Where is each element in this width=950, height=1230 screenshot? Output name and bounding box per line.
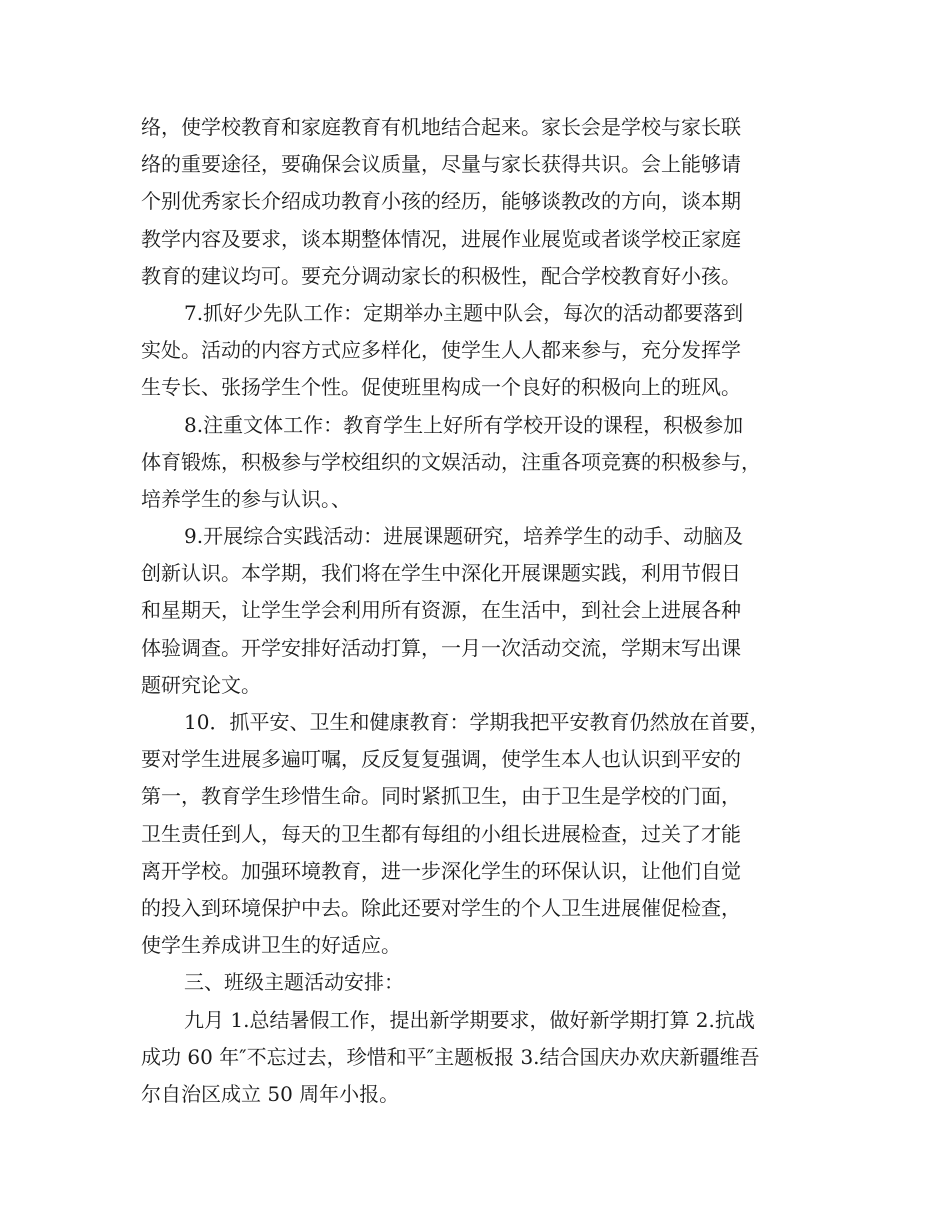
text-line: 题研究论文。 [141,672,261,697]
text-line: 要对学生进展多遍叮嘱，反反复复强调，使学生本人也认识到平安的 [141,747,741,772]
text-line: 实处。活动的内容方式应多样化，使学生人人都来参与，充分发挥学 [141,338,741,363]
text-line: 九月 1.总结暑假工作，提出新学期要求，做好新学期打算 2.抗战 [184,1007,755,1032]
text-line: 体验调查。开学安排好活动打算，一月一次活动交流，学期末写出课 [141,635,741,660]
text-line: 9.开展综合实践活动：进展课题研究，培养学生的动手、动脑及 [184,524,744,549]
text-line: 第一，教育学生珍惜生命。同时紧抓卫生，由于卫生是学校的门面， [141,784,741,809]
text-line: 个别优秀家长介绍成功教育小孩的经历，能够谈教改的方向，谈本期 [141,189,741,214]
text-line: 创新认识。本学期，我们将在学生中深化开展课题实践，利用节假日 [141,561,741,586]
text-line: 8.注重文体工作：教育学生上好所有学校开设的课程，积极参加 [184,412,744,437]
text-line: 和星期天，让学生学会利用所有资源，在生活中，到社会上进展各种 [141,598,741,623]
text-line: 培养学生的参与认识。、 [141,486,351,511]
text-line: 生专长、张扬学生个性。促使班里构成一个良好的积极向上的班风。 [141,375,741,400]
document-body [141,109,831,1113]
text-line: 体育锻炼，积极参与学校组织的文娱活动，注重各项竞赛的积极参与， [141,449,761,474]
text-line: 离开学校。加强环境教育，进一步深化学生的环保认识，让他们自觉 [141,858,741,883]
text-line: 成功 60 年″不忘过去，珍惜和平″主题板报 3.结合国庆办欢庆新疆维吾 [141,1044,760,1069]
text-line: 卫生责任到人，每天的卫生都有每组的小组长进展检查，过关了才能 [141,821,741,846]
text-line: 教学内容及要求，谈本期整体情况，进展作业展览或者谈学校正家庭 [141,226,741,251]
text-line: 络，使学校教育和家庭教育有机地结合起来。家长会是学校与家长联 [141,115,741,139]
text-line: 教育的建议均可。要充分调动家长的积极性，配合学校教育好小孩。 [141,263,741,288]
text-line: 络的重要途径，要确保会议质量，尽量与家长获得共识。会上能够请 [141,152,741,177]
text-line: 的投入到环境保护中去。除此还要对学生的个人卫生进展催促检查， [141,895,741,920]
text-line: 使学生养成讲卫生的好适应。 [141,933,401,958]
text-line: 7.抓好少先队工作：定期举办主题中队会，每次的活动都要落到 [184,300,744,325]
text-line: 10．抓平安、卫生和健康教育：学期我把平安教育仍然放在首要， [184,710,770,734]
text-line: 尔自治区成立 50 周年小报。 [141,1081,400,1106]
text-line: 三、班级主题活动安排： [184,970,404,995]
